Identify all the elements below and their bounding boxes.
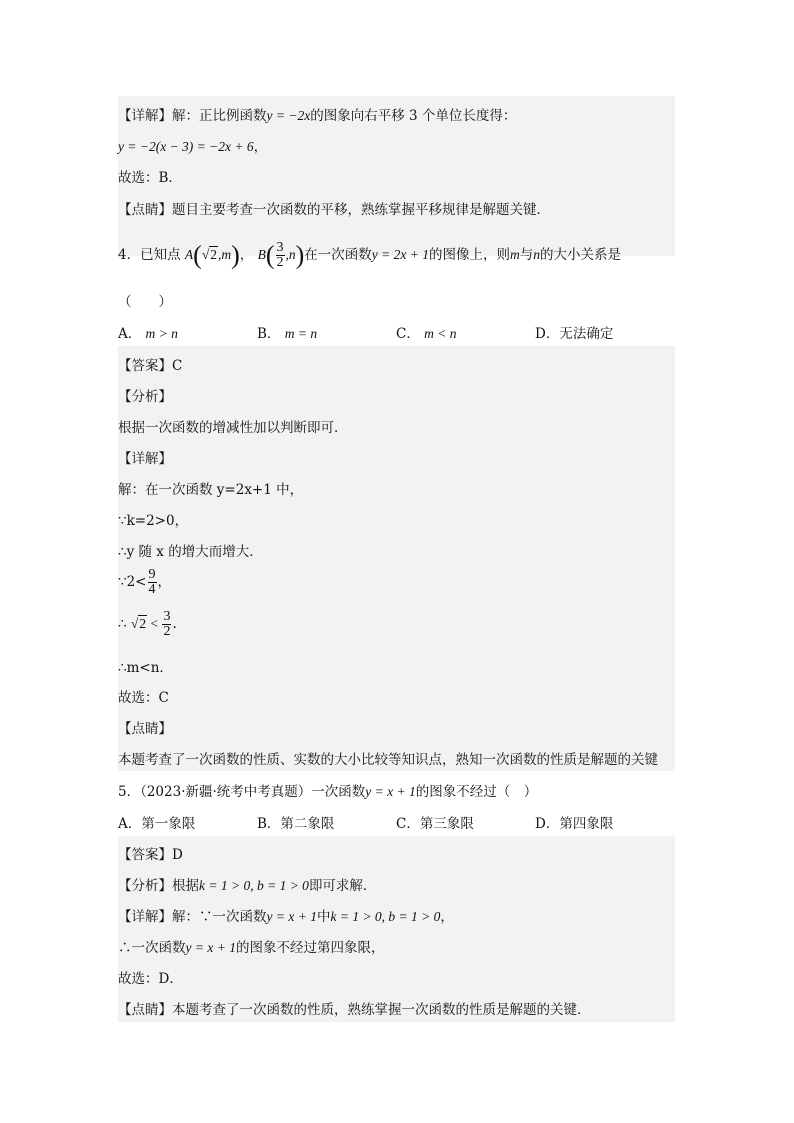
- q4-option-a: A． m > n: [118, 326, 178, 342]
- q5-comment: 【点睛】本题考查了一次函数的性质，熟练掌握一次函数的性质是解题的关键．: [118, 1002, 591, 1018]
- point-b-label: B: [257, 247, 266, 262]
- fraction-9-4: $\frac{9}{4}$: [148, 567, 156, 597]
- q5-answer: 【答案】D: [118, 847, 183, 863]
- q4-stem-text: 4．已知点: [118, 247, 181, 263]
- q5-choice: 故选：D．: [118, 971, 183, 987]
- q5-solution-block: [118, 836, 675, 1022]
- paren-open: (: [193, 240, 202, 270]
- q4-answer: 【答案】C: [118, 358, 183, 374]
- q4-choice: 故选：C: [118, 690, 169, 706]
- q3-comma: ，: [253, 139, 268, 155]
- q4-function: y = 2x + 1: [371, 247, 430, 262]
- q4-analysis-heading: 【分析】: [118, 389, 172, 405]
- q4-option-b: B． m = n: [257, 326, 318, 342]
- paren-close: ): [231, 240, 240, 270]
- q3-equation-line: [118, 135, 675, 155]
- q5-analysis: 【分析】根据k = 1 > 0, b = 1 > 0即可求解．: [118, 878, 377, 894]
- sqrt-2: √2: [130, 616, 147, 631]
- q4-comment: 本题考查了一次函数的性质、实数的大小比较等知识点，熟知一次函数的性质是解题的关键: [118, 752, 658, 768]
- q3-detail-text: 【详解】解：正比例函数: [118, 108, 267, 124]
- q5-detail-2: ∴一次函数y = x + 1的图象不经过第四象限，: [118, 940, 385, 956]
- q4-detail-heading: 【详解】: [118, 451, 172, 467]
- q5-detail-1: 【详解】解：∵一次函数y = x + 1中k = 1 > 0, b = 1 > 0，: [118, 909, 454, 925]
- q4-detail-5: ∴ √2 < $\frac{3}{2}$ .: [118, 609, 177, 639]
- q4-detail-3: ∴y 随 x 的增大而增大．: [118, 544, 263, 560]
- fraction-3-2-b: $\frac{3}{2}$: [163, 609, 171, 639]
- q4-stem: 4．已知点 A(√2,m)， B( $\frac{3}{2}$ ,n)在一次函数y = 2x + 1的图像上，则m与n的大小关系是: [118, 240, 622, 270]
- q3-detail-line: [118, 104, 675, 124]
- q3-equation: y = −2(x − 3) = −2x + 6: [118, 139, 254, 154]
- sqrt-expr: √2: [201, 247, 217, 262]
- fraction-3-2: $\frac{3}{2}$: [276, 240, 284, 270]
- q3-expr: y = −2x: [266, 108, 311, 123]
- q3-comment: 【点睛】题目主要考查一次函数的平移，熟练掌握平移规律是解题关键．: [118, 202, 550, 218]
- q4-options: [118, 322, 675, 340]
- q3-choice: 故选：B．: [118, 170, 182, 186]
- q4-option-c: C． m < n: [396, 326, 457, 342]
- point-b-n: ,n: [285, 247, 296, 262]
- q5-option-c: C．第三象限: [396, 816, 474, 832]
- q5-option-d: D．第四象限: [535, 816, 614, 832]
- q4-detail-2: ∵k=2>0，: [118, 513, 189, 529]
- q3-detail-text-2: 的图象向右平移 3 个单位长度得：: [310, 108, 517, 124]
- q5-function: y = x + 1: [365, 784, 416, 799]
- q4-option-d: D．无法确定: [535, 326, 614, 342]
- q4-answer-blank: （ ）: [118, 294, 172, 310]
- q4-detail-4: ∵2< $\frac{9}{4}$ ，: [118, 567, 171, 597]
- q4-detail-1: 解：在一次函数 y=2x+1 中，: [118, 482, 304, 498]
- q5-stem: 5．（2023·新疆·统考中考真题）一次函数y = x + 1的图象不经过（ ）: [118, 784, 538, 800]
- q5-options: [118, 812, 675, 830]
- point-a-m: ,m: [217, 247, 232, 262]
- q4-analysis: 根据一次函数的增减性加以判断即可．: [118, 420, 348, 436]
- q4-comment-heading: 【点睛】: [118, 721, 172, 737]
- q5-option-b: B．第二象限: [257, 816, 335, 832]
- q4-detail-6: ∴m<n．: [118, 660, 173, 676]
- point-a-label: A: [184, 247, 194, 262]
- q5-option-a: A．第一象限: [118, 816, 196, 832]
